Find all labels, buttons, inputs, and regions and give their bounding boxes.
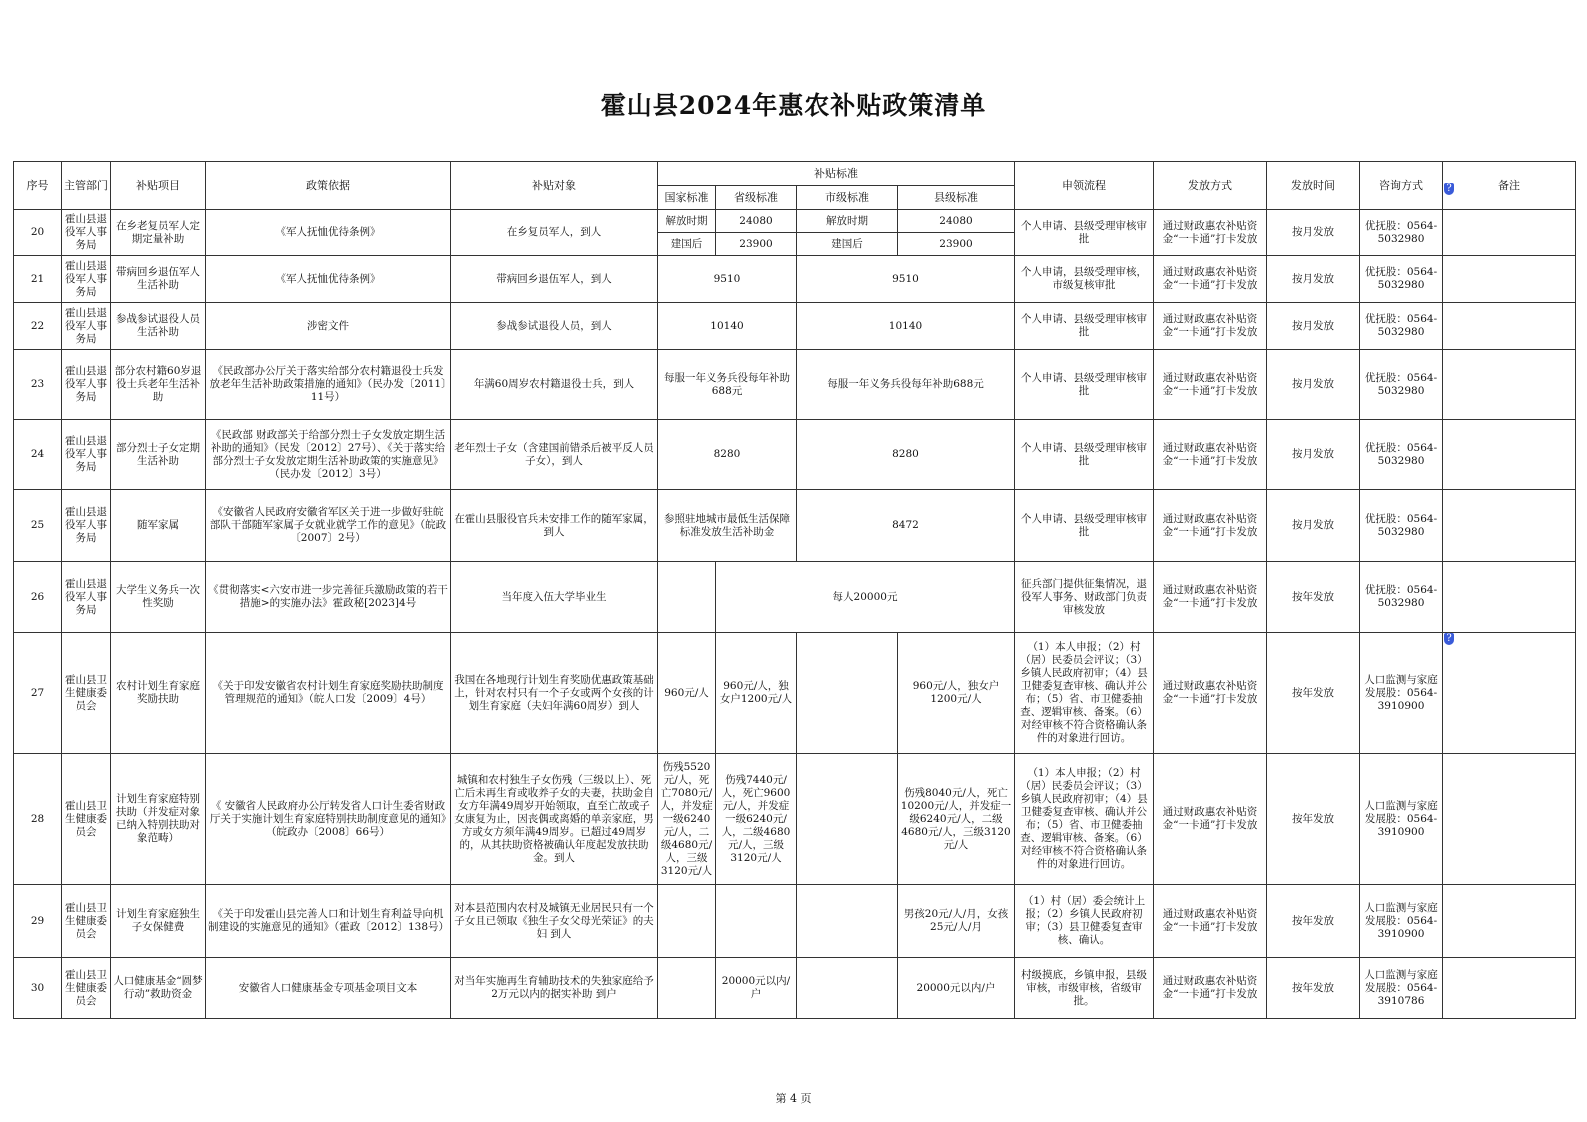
cell-std4-2: [797, 958, 898, 1019]
cell-remark: [1443, 562, 1576, 633]
cell-seq: 22: [14, 303, 62, 350]
cell-target: 城镇和农村独生子女伤残（三级以上）、死亡后未再生育或收养子女的夫妻，扶助金自女方年满49周岁开始领取，直至亡故或子女康复为止，因丧偶或离婚的单亲家庭，男方或女方须年满49周岁。已超过49周岁的，从其扶助资格被确认年度起发放扶助金。到人: [451, 754, 658, 885]
cell-std4-2: [797, 754, 898, 885]
table-row: [14, 633, 1576, 754]
cell-method: 通过财政惠农补贴资金“一卡通”打卡发放: [1154, 420, 1267, 490]
cell-consult: 优抚股：0564-5032980: [1360, 303, 1443, 350]
table-row: [14, 958, 1576, 1019]
cell-seq: 27: [14, 633, 62, 754]
cell-item: 计划生育家庭独生子女保健费: [111, 885, 206, 958]
cell-standards-rows-0-3: 24080: [898, 210, 1015, 233]
header-time: 发放时间: [1267, 162, 1360, 210]
cell-std4-1: [716, 885, 797, 958]
cell-time: 按月发放: [1267, 350, 1360, 420]
cell-standards-rows-1-1: 23900: [716, 233, 797, 256]
header-method: 发放方式: [1154, 162, 1267, 210]
cell-consult: 人口监测与家庭发展股：0564-3910900: [1360, 885, 1443, 958]
cell-basis: 《关于印发安徽省农村计划生育家庭奖励扶助制度管理规范的通知》（皖人口发〔2009〕4号）: [206, 633, 451, 754]
cell-seq: 26: [14, 562, 62, 633]
table-row: [14, 420, 1576, 490]
table-row: [14, 210, 1576, 233]
cell-method: 通过财政惠农补贴资金“一卡通”打卡发放: [1154, 754, 1267, 885]
cell-target: 年满60周岁农村籍退役士兵，到人: [451, 350, 658, 420]
cell-basis: 《关于印发霍山县完善人口和计划生育利益导向机制建设的实施意见的通知》（霍政〔2012〕138号）: [206, 885, 451, 958]
cell-item: 计划生育家庭特别扶助（并发症对象已纳入特别扶助对象范畴）: [111, 754, 206, 885]
cell-process: 村级摸底，乡镇申报，县级审核，市级审核，省级审批。: [1015, 958, 1154, 1019]
cell-remark: [1443, 490, 1576, 562]
cell-item: 带病回乡退伍军人生活补助: [111, 256, 206, 303]
cell-dept: 霍山县卫生健康委员会: [62, 958, 111, 1019]
cell-time: 按年发放: [1267, 958, 1360, 1019]
cell-standards-rows-0-2: 解放时期: [797, 210, 898, 233]
cell-item: 参战参试退役人员生活补助: [111, 303, 206, 350]
cell-time: 按年发放: [1267, 562, 1360, 633]
cell-basis: 《贯彻落实<六安市进一步完善征兵激励政策的若干措施>的实施办法》霍政秘[2023]4号: [206, 562, 451, 633]
header-dept: 主管部门: [62, 162, 111, 210]
cell-basis: 《民政部办公厅关于落实给部分农村籍退役士兵发放老年生活补助政策措施的通知》（民办发〔2011〕11号）: [206, 350, 451, 420]
cell-time: 按月发放: [1267, 210, 1360, 256]
cell-item: 部分农村籍60岁退役士兵老年生活补助: [111, 350, 206, 420]
table-row: [14, 350, 1576, 420]
header-target: 补贴对象: [451, 162, 658, 210]
cell-dept: 霍山县退役军人事务局: [62, 350, 111, 420]
cell-std4-0: [658, 885, 716, 958]
cell-merged-26: 每人20000元: [716, 562, 1015, 633]
cell-remark: [1443, 350, 1576, 420]
cell-target: 当年度入伍大学毕业生: [451, 562, 658, 633]
cell-standards-0: 9510: [658, 256, 797, 303]
cell-standards-1: 8280: [797, 420, 1015, 490]
cell-std4-3: 20000元以内/户: [898, 958, 1015, 1019]
header-item: 补贴项目: [111, 162, 206, 210]
cell-std4-3: 960元/人，独女户1200元/人: [898, 633, 1015, 754]
cell-standards-0: 8280: [658, 420, 797, 490]
cell-consult: 优抚股：0564-5032980: [1360, 420, 1443, 490]
cell-seq: 20: [14, 210, 62, 256]
cell-dept: 霍山县退役军人事务局: [62, 256, 111, 303]
cell-std4-0: [658, 958, 716, 1019]
cell-consult: 优抚股：0564-5032980: [1360, 350, 1443, 420]
header-remark: 备注: [1443, 162, 1576, 210]
cell-process: 个人申请，县级受理审核，市级复核审批: [1015, 256, 1154, 303]
cell-standards-rows-0-1: 24080: [716, 210, 797, 233]
cell-standards-1: 8472: [797, 490, 1015, 562]
cell-std4-1: 960元/人，独女户1200元/人: [716, 633, 797, 754]
cell-process: （1）本人申报；（2）村（居）民委员会评议；（3）乡镇人民政府初审；（4）县卫健委复查审核、确认并公布；（5）省、市卫健委抽查、逻辑审核、备案。（6）对经审核不符合资格确认条件的对象进行回访。: [1015, 754, 1154, 885]
cell-seq: 23: [14, 350, 62, 420]
header-county: 县级标准: [898, 186, 1015, 210]
cell-standards-1: 9510: [797, 256, 1015, 303]
cell-standards-0: 参照驻地城市最低生活保障标准发放生活补助金: [658, 490, 797, 562]
cell-method: 通过财政惠农补贴资金“一卡通”打卡发放: [1154, 350, 1267, 420]
cell-standards-rows-0-0: 解放时期: [658, 210, 716, 233]
header-consult: 咨询方式: [1360, 162, 1443, 210]
cell-seq: 30: [14, 958, 62, 1019]
cell-seq: 24: [14, 420, 62, 490]
cell-process: 个人申请、县级受理审核审批: [1015, 303, 1154, 350]
cell-seq: 21: [14, 256, 62, 303]
cell-target: 在乡复员军人，到人: [451, 210, 658, 256]
cell-standards-0: 10140: [658, 303, 797, 350]
cell-time: 按月发放: [1267, 420, 1360, 490]
cell-standards-1: 10140: [797, 303, 1015, 350]
header-provincial: 省级标准: [716, 186, 797, 210]
cell-consult: 优抚股：0564-5032980: [1360, 256, 1443, 303]
cell-method: 通过财政惠农补贴资金“一卡通”打卡发放: [1154, 256, 1267, 303]
page-number: 第 4 页: [775, 1092, 812, 1105]
cell-process: （1）本人申报；（2）村（居）民委员会评议；（3）乡镇人民政府初审；（4）县卫健委复查审核、确认并公布；（5）省、市卫健委抽查、逻辑审核、备案。（6）对经审核不符合资格确认条件的对象进行回访。: [1015, 633, 1154, 754]
comment-marker-icon[interactable]: ?: [1444, 183, 1454, 195]
header-process: 申领流程: [1015, 162, 1154, 210]
cell-time: 按月发放: [1267, 256, 1360, 303]
cell-seq: 29: [14, 885, 62, 958]
cell-target: 我国在各地现行计划生育奖励优惠政策基础上，针对农村只有一个子女或两个女孩的计划生育家庭（夫妇年满60周岁）到人: [451, 633, 658, 754]
header-national: 国家标准: [658, 186, 716, 210]
cell-method: 通过财政惠农补贴资金“一卡通”打卡发放: [1154, 885, 1267, 958]
cell-standards-rows-1-0: 建国后: [658, 233, 716, 256]
cell-time: 按年发放: [1267, 633, 1360, 754]
cell-item: 部分烈士子女定期生活补助: [111, 420, 206, 490]
cell-method: 通过财政惠农补贴资金“一卡通”打卡发放: [1154, 490, 1267, 562]
cell-std4-0: 960元/人: [658, 633, 716, 754]
header-basis: 政策依据: [206, 162, 451, 210]
cell-seq: 28: [14, 754, 62, 885]
cell-remark: [1443, 303, 1576, 350]
cell-dept: 霍山县退役军人事务局: [62, 562, 111, 633]
cell-standards-1: 每服一年义务兵役每年补助688元: [797, 350, 1015, 420]
comment-marker-icon[interactable]: ?: [1444, 633, 1454, 645]
cell-remark: [1443, 885, 1576, 958]
cell-method: 通过财政惠农补贴资金“一卡通”打卡发放: [1154, 562, 1267, 633]
cell-std4-1: 20000元以内/户: [716, 958, 797, 1019]
cell-seq: 25: [14, 490, 62, 562]
table-row: [14, 885, 1576, 958]
cell-target: 参战参试退役人员，到人: [451, 303, 658, 350]
cell-time: 按月发放: [1267, 303, 1360, 350]
header-city: 市级标准: [797, 186, 898, 210]
cell-basis: 《 安徽省人民政府办公厅转发省人口计生委省财政厅关于实施计划生育家庭特别扶助制度意见的通知》（皖政办〔2008〕66号）: [206, 754, 451, 885]
cell-dept: 霍山县卫生健康委员会: [62, 633, 111, 754]
cell-process: 征兵部门提供征集情况，退役军人事务、财政部门负责审核发放: [1015, 562, 1154, 633]
cell-consult: 人口监测与家庭发展股：0564-3910900: [1360, 754, 1443, 885]
cell-time: 按年发放: [1267, 885, 1360, 958]
cell-std4-2: [797, 633, 898, 754]
table-body: [14, 210, 1576, 1019]
cell-process: 个人申请、县级受理审核审批: [1015, 490, 1154, 562]
cell-target: 对本县范围内农村及城镇无业居民只有一个子女且已领取《独生子女父母光荣证》的夫妇 到人: [451, 885, 658, 958]
cell-remark: [1443, 633, 1576, 754]
cell-time: 按年发放: [1267, 754, 1360, 885]
cell-basis: 涉密文件: [206, 303, 451, 350]
cell-target: 老年烈士子女（含建国前错杀后被平反人员子女），到人: [451, 420, 658, 490]
cell-basis: 《军人抚恤优待条例》: [206, 210, 451, 256]
cell-method: 通过财政惠农补贴资金“一卡通”打卡发放: [1154, 633, 1267, 754]
cell-item: 随军家属: [111, 490, 206, 562]
cell-basis: 安徽省人口健康基金专项基金项目文本: [206, 958, 451, 1019]
cell-std4-0: 伤残5520元/人，死亡7080元/人，并发症一级6240元/人，二级4680元/人，三级3120元/人: [658, 754, 716, 885]
cell-dept: 霍山县卫生健康委员会: [62, 885, 111, 958]
cell-remark: [1443, 256, 1576, 303]
header-seq: 序号: [14, 162, 62, 210]
cell-remark: [1443, 754, 1576, 885]
page-title: 霍山县2024年惠农补贴政策清单: [600, 91, 987, 120]
cell-std4-3: 男孩20元/人/月，女孩25元/人/月: [898, 885, 1015, 958]
table-row: [14, 303, 1576, 350]
cell-remark: [1443, 420, 1576, 490]
cell-consult: 优抚股：0564-5032980: [1360, 210, 1443, 256]
cell-dept: 霍山县退役军人事务局: [62, 303, 111, 350]
cell-process: 个人申请、县级受理审核审批: [1015, 420, 1154, 490]
cell-std4-1: 伤残7440元/人，死亡9600元/人，并发症一级6240元/人，二级4680元/人，三级3120元/人: [716, 754, 797, 885]
cell-process: 个人申请、县级受理审核审批: [1015, 350, 1154, 420]
cell-time: 按月发放: [1267, 490, 1360, 562]
cell-national-26: [658, 562, 716, 633]
header-standard: 补贴标准: [658, 162, 1015, 186]
cell-basis: 《军人抚恤优待条例》: [206, 256, 451, 303]
cell-consult: 优抚股：0564-5032980: [1360, 490, 1443, 562]
cell-consult: 优抚股：0564-5032980: [1360, 562, 1443, 633]
cell-basis: 《安徽省人民政府安徽省军区关于进一步做好驻皖部队干部随军家属子女就业就学工作的意见》（皖政〔2007〕2号）: [206, 490, 451, 562]
cell-target: 对当年实施再生育辅助技术的失独家庭给予2万元以内的据实补助 到户: [451, 958, 658, 1019]
cell-dept: 霍山县退役军人事务局: [62, 490, 111, 562]
cell-item: 农村计划生育家庭奖励扶助: [111, 633, 206, 754]
table-row: [14, 490, 1576, 562]
cell-item: 在乡老复员军人定期定量补助: [111, 210, 206, 256]
table-row: [14, 562, 1576, 633]
cell-standards-rows-1-3: 23900: [898, 233, 1015, 256]
cell-basis: 《民政部 财政部关于给部分烈士子女发放定期生活补助的通知》（民发〔2012〕27号）、《关于落实给部分烈士子女发放定期生活补助政策的实施意见》（民办发〔2012〕3号）: [206, 420, 451, 490]
cell-method: 通过财政惠农补贴资金“一卡通”打卡发放: [1154, 303, 1267, 350]
cell-dept: 霍山县卫生健康委员会: [62, 754, 111, 885]
cell-method: 通过财政惠农补贴资金“一卡通”打卡发放: [1154, 210, 1267, 256]
cell-standards-rows-1-2: 建国后: [797, 233, 898, 256]
cell-target: 在霍山县服役官兵未安排工作的随军家属，到人: [451, 490, 658, 562]
cell-process: 个人申请、县级受理审核审批: [1015, 210, 1154, 256]
cell-standards-0: 每服一年义务兵役每年补助688元: [658, 350, 797, 420]
cell-method: 通过财政惠农补贴资金“一卡通”打卡发放: [1154, 958, 1267, 1019]
cell-target: 带病回乡退伍军人，到人: [451, 256, 658, 303]
cell-remark: [1443, 958, 1576, 1019]
cell-std4-2: [797, 885, 898, 958]
table-row: [14, 256, 1576, 303]
cell-consult: 人口监测与家庭发展股：0564-3910786: [1360, 958, 1443, 1019]
cell-dept: 霍山县退役军人事务局: [62, 420, 111, 490]
cell-item: 大学生义务兵一次性奖励: [111, 562, 206, 633]
cell-remark: [1443, 210, 1576, 256]
table-row: [14, 754, 1576, 885]
cell-item: 人口健康基金“圆梦行动”救助资金: [111, 958, 206, 1019]
cell-std4-3: 伤残8040元/人，死亡10200元/人，并发症一级6240元/人，二级4680元/人，三级3120元/人: [898, 754, 1015, 885]
cell-consult: 人口监测与家庭发展股：0564-3910900: [1360, 633, 1443, 754]
cell-dept: 霍山县退役军人事务局: [62, 210, 111, 256]
policy-table: [13, 161, 1576, 1019]
cell-process: （1）村（居）委会统计上报；（2）乡镇人民政府初审；（3）县卫健委复查审核、确认。: [1015, 885, 1154, 958]
